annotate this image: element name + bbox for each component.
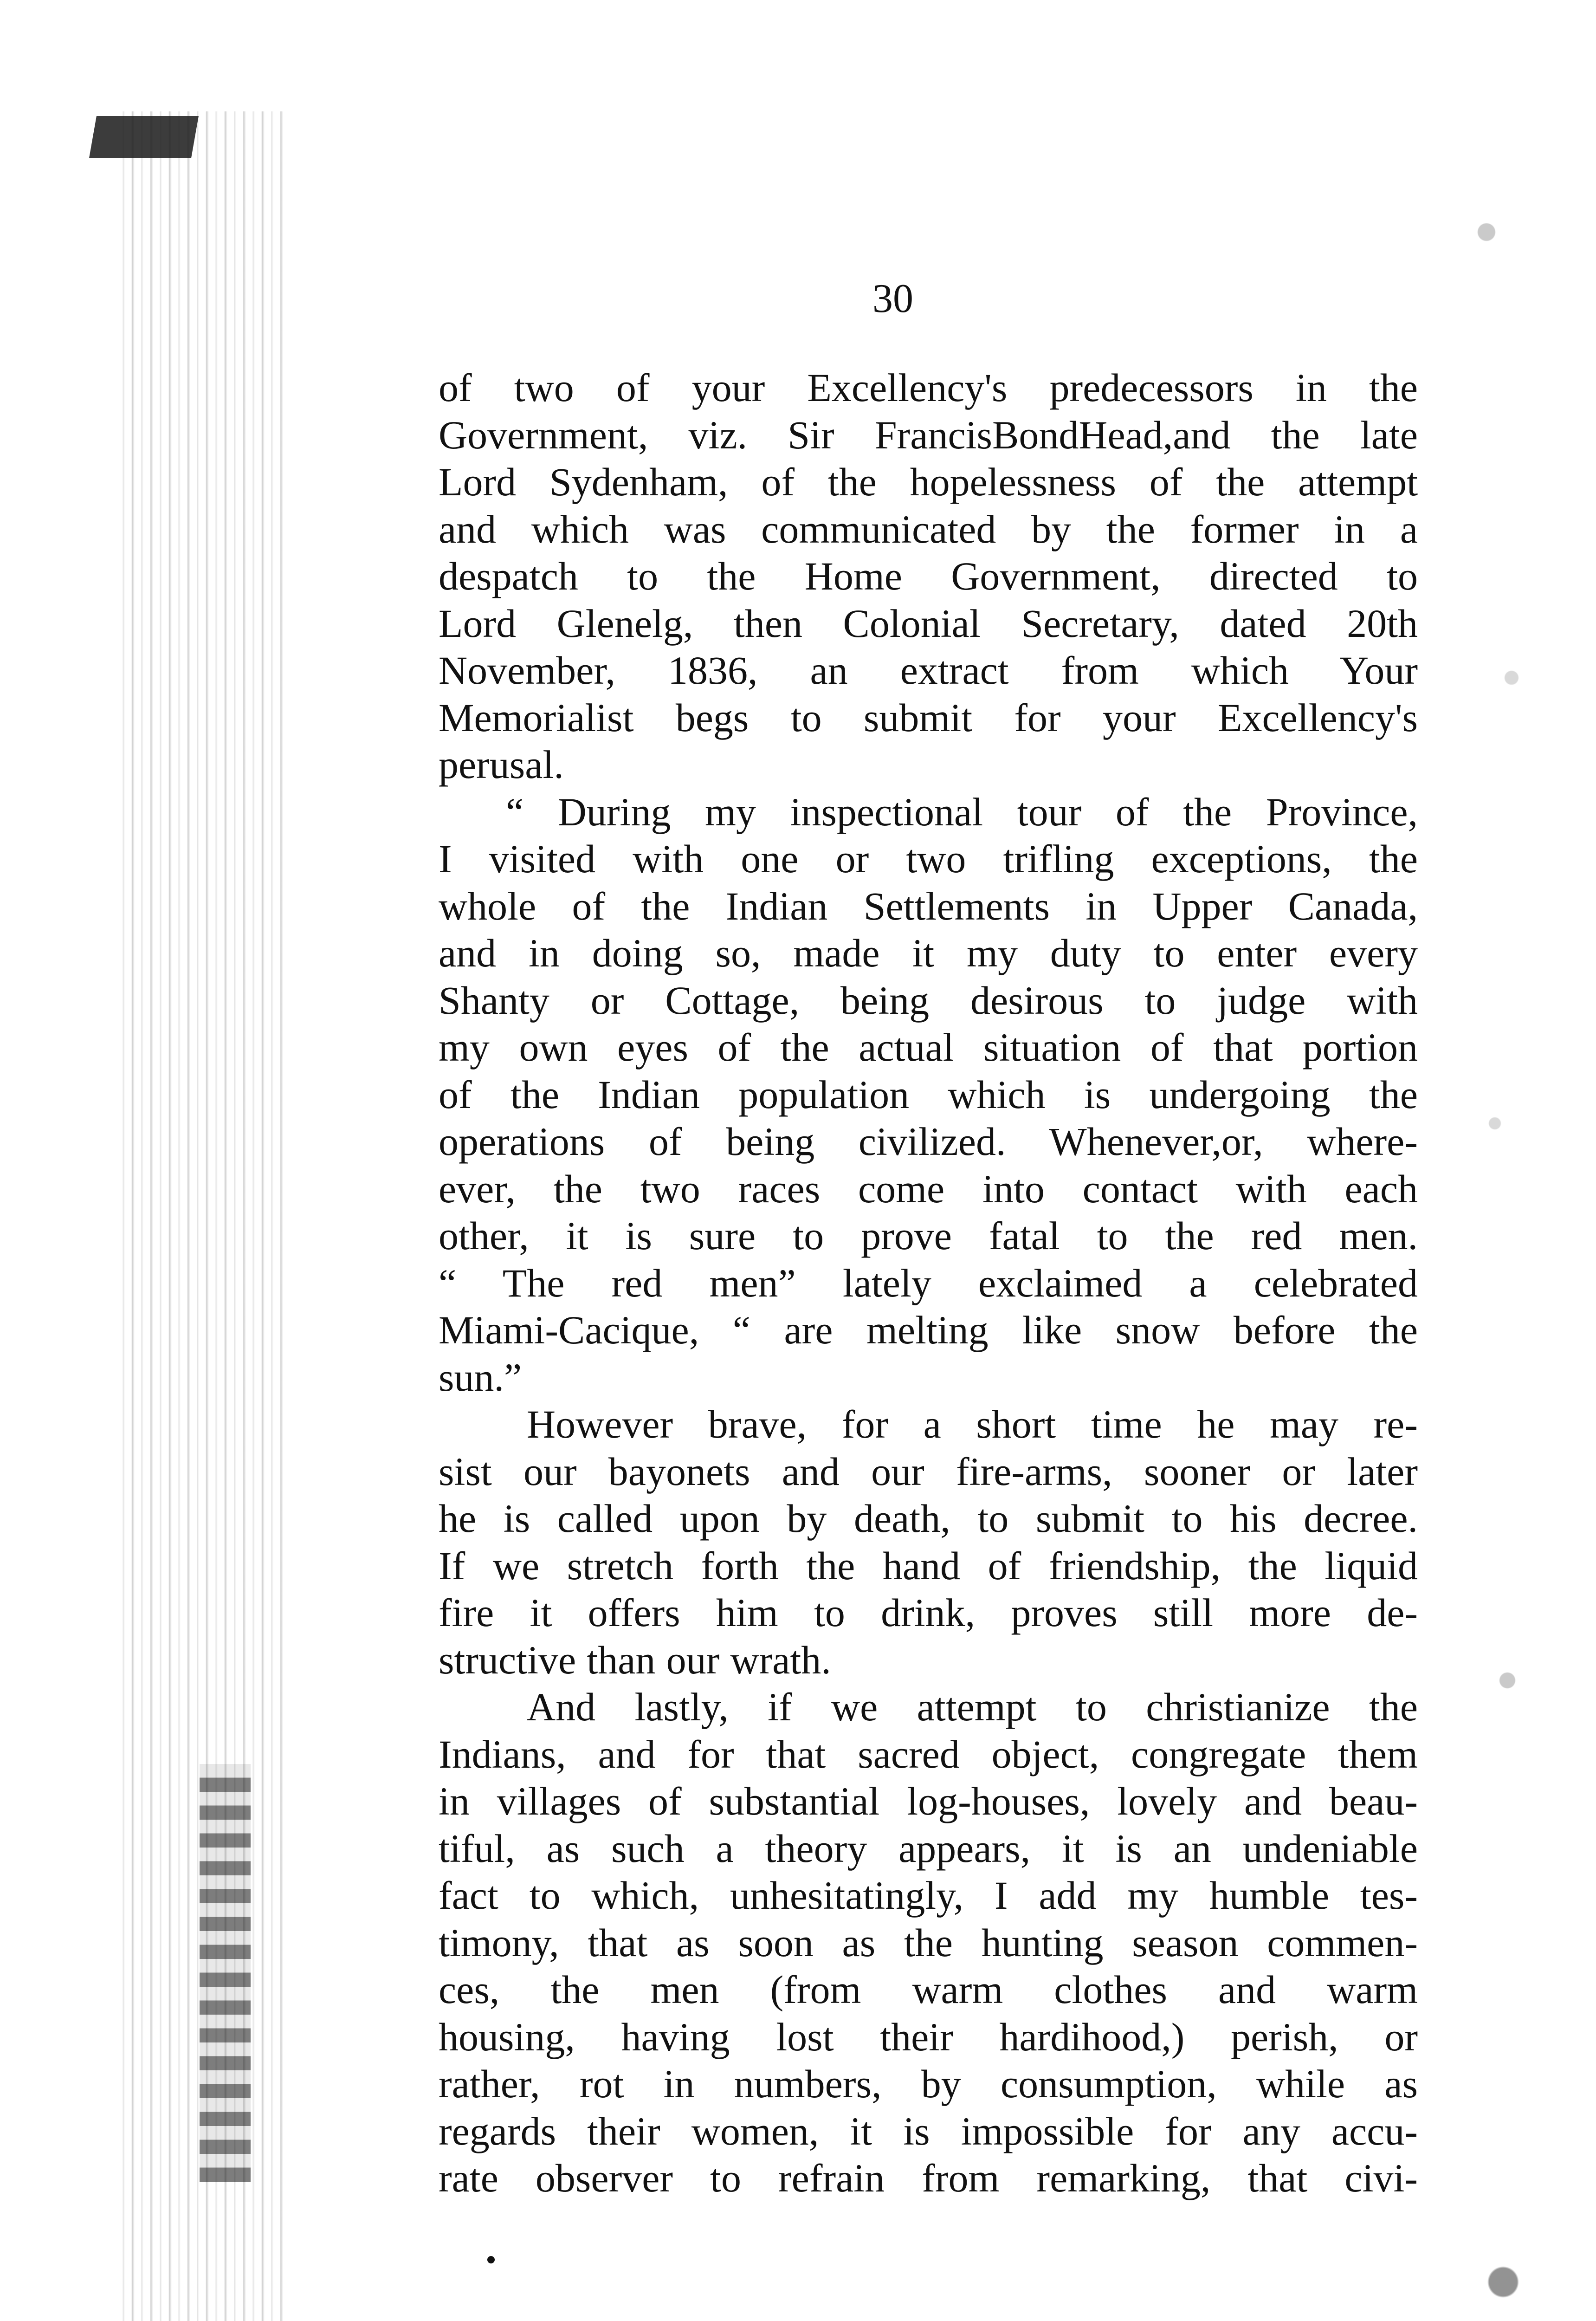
text-line: “ During my inspectional tour of the Province, bbox=[506, 789, 1418, 834]
text-line: sun.” bbox=[439, 1355, 522, 1400]
text-line: Lord Sydenham, of the hopelessness of the attempt bbox=[439, 460, 1418, 504]
text-line: of two of your Excellency's predecessors in the bbox=[439, 365, 1418, 410]
page-number: 30 bbox=[872, 276, 913, 321]
text-line: of the Indian population which is undergoing the bbox=[439, 1072, 1418, 1117]
text-line: tiful, as such a theory appears, it is an undeniable bbox=[439, 1826, 1418, 1871]
text-line: he is called upon by death, to submit to his decree. bbox=[439, 1496, 1418, 1541]
text-line: housing, having lost their hardihood,) perish, or bbox=[439, 2014, 1418, 2059]
text-line: and in doing so, made it my duty to enter every bbox=[439, 931, 1418, 975]
text-line: structive than our wrath. bbox=[439, 1637, 831, 1682]
text-line: timony, that as soon as the hunting season commen- bbox=[439, 1920, 1418, 1965]
text-line: rather, rot in numbers, by consumption, while as bbox=[439, 2062, 1418, 2106]
text-line: fact to which, unhesitatingly, I add my humble tes- bbox=[439, 1873, 1418, 1918]
text-line: sist our bayonets and our fire-arms, sooner or later bbox=[439, 1449, 1418, 1494]
text-line: “ The red men” lately exclaimed a celebrated bbox=[439, 1260, 1418, 1305]
text-line: Lord Glenelg, then Colonial Secretary, dated 20th bbox=[439, 601, 1418, 646]
scan-edge-speckle bbox=[1461, 121, 1545, 2321]
text-line: Indians, and for that sacred object, congregate them bbox=[439, 1731, 1418, 1776]
text-line: perusal. bbox=[439, 742, 564, 787]
text-line: ever, the two races come into contact with each bbox=[439, 1166, 1418, 1211]
text-line: operations of being civilized. Whenever,or, where- bbox=[439, 1119, 1418, 1164]
text-line: Shanty or Cottage, being desirous to judge with bbox=[439, 978, 1418, 1023]
text-line: Government, viz. Sir FrancisBondHead,and the late bbox=[439, 412, 1418, 457]
page-body-text bbox=[439, 364, 1418, 2202]
text-line: And lastly, if we attempt to christianize the bbox=[527, 1685, 1418, 1729]
text-line: regards their women, it is impossible for any accu- bbox=[439, 2108, 1418, 2153]
text-line: my own eyes of the actual situation of that portion bbox=[439, 1025, 1418, 1070]
text-line: despatch to the Home Government, directed to bbox=[439, 554, 1418, 598]
text-line: and which was communicated by the former in a bbox=[439, 506, 1418, 551]
scan-corner-mark bbox=[89, 116, 199, 158]
ink-spot bbox=[487, 2256, 495, 2263]
text-line: whole of the Indian Settlements in Upper Canada, bbox=[439, 883, 1418, 928]
text-line: fire it offers him to drink, proves still more de- bbox=[439, 1590, 1418, 1635]
text-line: rate observer to refrain from remarking, that civi- bbox=[439, 2156, 1418, 2200]
text-line: other, it is sure to prove fatal to the red men. bbox=[439, 1213, 1418, 1258]
text-line: However brave, for a short time he may re- bbox=[527, 1402, 1418, 1446]
text-line: If we stretch forth the hand of friendship, the liquid bbox=[439, 1543, 1418, 1588]
text-line: Memorialist begs to submit for your Excellency's bbox=[439, 695, 1418, 740]
text-line: Miami-Cacique, “ are melting like snow before the bbox=[439, 1308, 1418, 1352]
text-line: ces, the men (from warm clothes and warm bbox=[439, 1967, 1418, 2012]
text-line: November, 1836, an extract from which Your bbox=[439, 648, 1418, 693]
text-line: in villages of substantial log-houses, lovely and beau- bbox=[439, 1779, 1418, 1823]
scan-binding-shadow bbox=[200, 1764, 251, 2182]
text-line: I visited with one or two trifling exceptions, the bbox=[439, 836, 1418, 881]
